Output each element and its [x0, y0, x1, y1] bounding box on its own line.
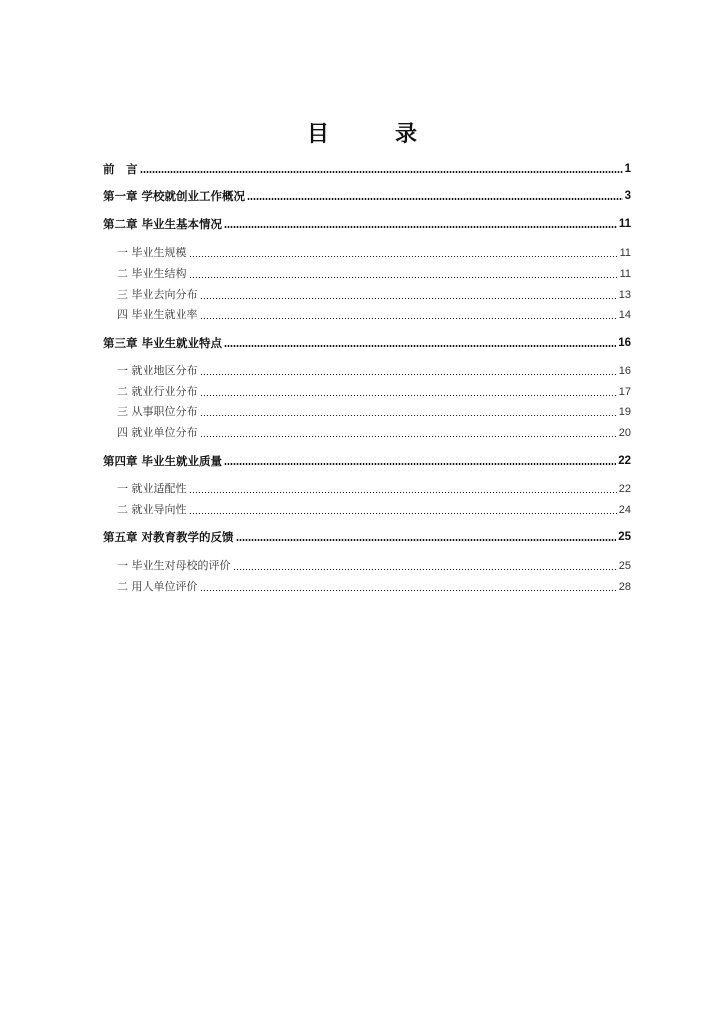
dot-leader	[200, 590, 617, 591]
toc-entry-label: 三 毕业去向分布	[117, 288, 198, 301]
toc-entry-label: 二 用人单位评价	[117, 580, 198, 593]
dot-leader	[224, 345, 616, 347]
toc-entry-label: 一 毕业生规模	[117, 246, 187, 259]
dot-leader	[200, 298, 617, 299]
toc-entry-page: 3	[624, 190, 631, 202]
toc-entry-section[interactable]	[117, 424, 631, 440]
toc-entry-chapter-1[interactable]	[103, 187, 631, 203]
toc-entry-page: 16	[618, 337, 631, 349]
toc-entry-chapter-3[interactable]	[103, 334, 631, 350]
dot-leader	[247, 198, 623, 200]
toc-entry-page: 11	[619, 247, 631, 259]
toc-entry-section[interactable]	[117, 383, 631, 399]
toc-entry-page: 22	[618, 483, 631, 495]
dot-leader	[200, 318, 617, 319]
toc-entry-page: 28	[618, 581, 631, 593]
toc-entry-label: 一 就业适配性	[117, 482, 187, 495]
toc-entry-label: 四 毕业生就业率	[117, 308, 198, 321]
toc-entry-section[interactable]	[117, 480, 631, 496]
dot-leader	[189, 256, 618, 257]
toc-entry-page: 19	[618, 406, 631, 418]
toc-title: 目 录	[306, 122, 439, 147]
toc-entry-label: 二 就业导向性	[117, 503, 187, 516]
toc-entry-page: 22	[618, 455, 631, 467]
toc-entry-page: 20	[618, 427, 631, 439]
toc-entry-page: 24	[618, 504, 631, 516]
dot-leader	[189, 513, 617, 514]
toc-entry-label: 第五章 对教育教学的反馈	[103, 530, 234, 544]
toc-entry-page: 13	[618, 289, 631, 301]
dot-leader	[233, 569, 617, 570]
dot-leader	[189, 492, 617, 493]
dot-leader	[140, 171, 623, 173]
dot-leader	[236, 539, 617, 541]
toc-entry-label: 二 毕业生结构	[117, 267, 187, 280]
toc-entry-section[interactable]	[117, 557, 631, 573]
toc-entry-page: 25	[618, 560, 631, 572]
toc-entry-chapter-2[interactable]	[103, 215, 631, 231]
toc-entry-label: 三 从事职位分布	[117, 405, 198, 418]
toc-entry-section[interactable]	[117, 362, 631, 378]
toc-entry-page: 16	[618, 365, 631, 377]
dot-leader	[224, 463, 616, 465]
toc-entry-label: 一 就业地区分布	[117, 364, 198, 377]
toc-entry-section[interactable]	[117, 578, 631, 594]
toc-entry-label: 第三章 毕业生就业特点	[103, 336, 223, 350]
toc-entry-label: 第四章 毕业生就业质量	[103, 454, 223, 468]
toc-entry-page: 11	[619, 268, 631, 280]
toc-entry-chapter-5[interactable]	[103, 528, 631, 544]
toc-entry-label: 四 就业单位分布	[117, 426, 198, 439]
toc-entry-section[interactable]	[117, 501, 631, 517]
toc-entry-page: 17	[618, 386, 631, 398]
toc-entry-label: 第二章 毕业生基本情况	[103, 217, 223, 231]
toc-entry-section[interactable]	[117, 403, 631, 419]
toc-entry-page: 25	[618, 531, 631, 543]
toc-entry-page: 1	[624, 163, 631, 175]
dot-leader	[200, 395, 617, 396]
toc-entry-section[interactable]	[117, 244, 631, 260]
dot-leader	[200, 374, 617, 375]
dot-leader	[189, 277, 618, 278]
toc-entry-preface[interactable]	[103, 160, 631, 176]
dot-leader	[200, 415, 617, 416]
toc-entry-label: 一 毕业生对母校的评价	[117, 559, 231, 572]
toc-entry-section[interactable]	[117, 286, 631, 302]
toc-entry-label: 第一章 学校就创业工作概况	[103, 189, 246, 203]
toc-entry-page: 14	[618, 309, 631, 321]
toc-entry-section[interactable]	[117, 265, 631, 281]
toc-entry-page: 11	[618, 218, 631, 230]
toc-entry-label: 前 言	[103, 162, 138, 176]
dot-leader	[200, 436, 617, 437]
dot-leader	[224, 226, 617, 228]
toc-entry-chapter-4[interactable]	[103, 452, 631, 468]
toc-entry-label: 二 就业行业分布	[117, 385, 198, 398]
toc-entry-section[interactable]	[117, 306, 631, 322]
